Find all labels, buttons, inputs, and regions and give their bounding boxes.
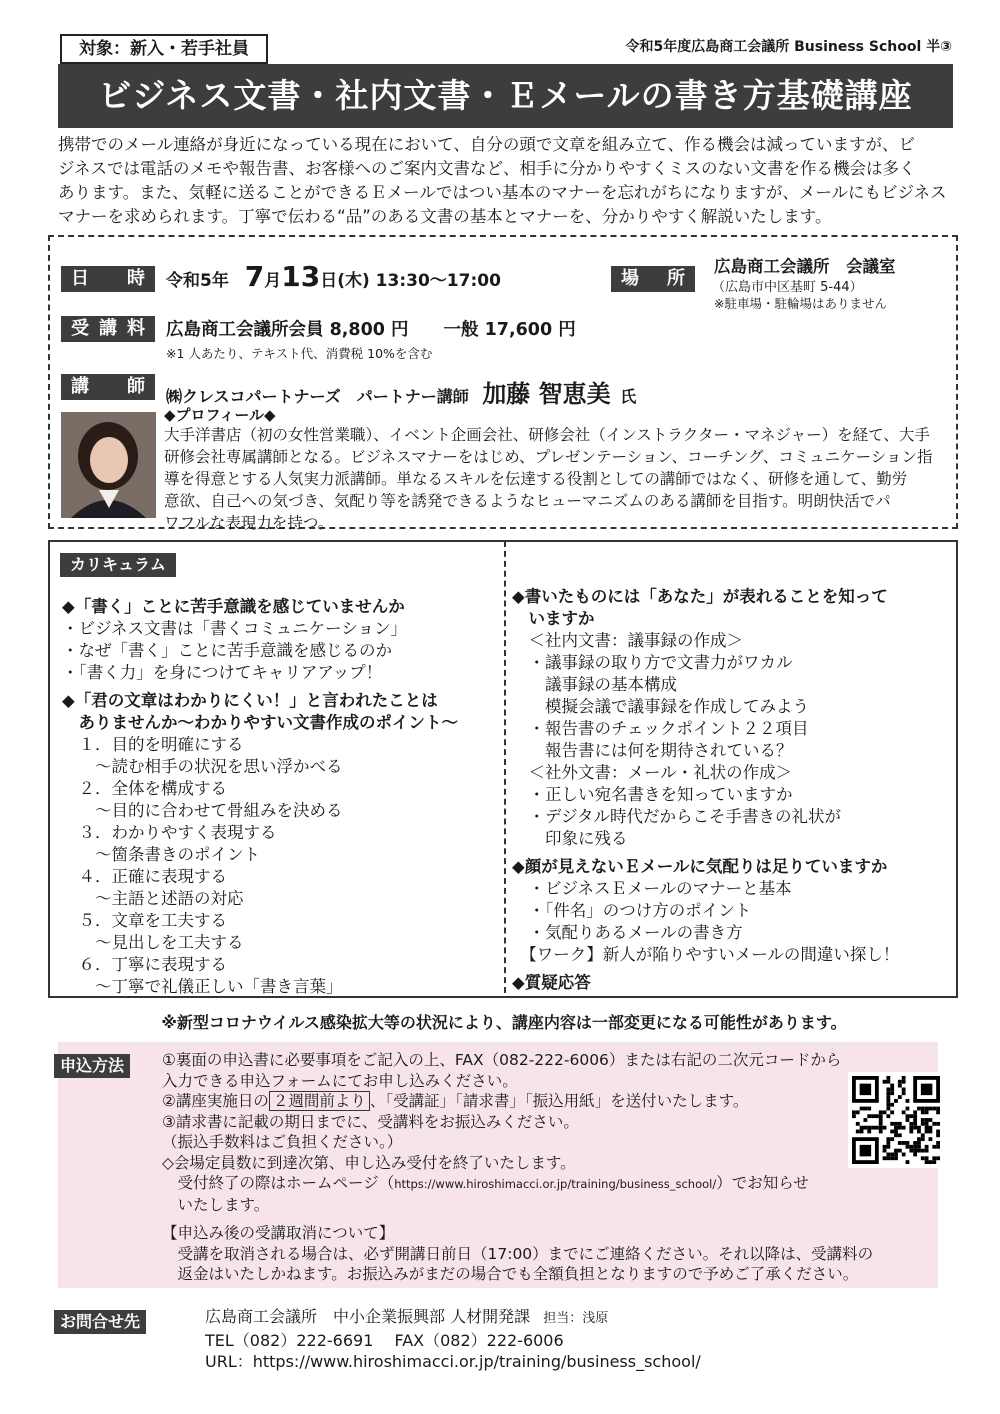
curriculum-item: ４．正確に表現する [62,867,227,886]
fee-label-char: 受 [71,318,89,339]
apply-line [162,1173,862,1195]
profile-text [164,424,944,534]
date-day: 13 [281,260,321,293]
apply-line: いたします。 [162,1195,270,1214]
intro-line: あります。また、気軽に送ることができるＥメールではつい基本のマナーを忘れがちになりますが、メールにもビジネス [58,183,947,202]
lecturer-label [61,374,155,400]
curriculum-item: ～見出しを工夫する [62,933,244,952]
place-address: （広島市中区基町 5-44） [712,280,863,295]
date-label [61,266,155,292]
curriculum-heading: ◆質疑応答 [512,973,591,992]
cancel-heading: 【申込み後の受講取消について】 [162,1224,395,1242]
intro-line: 携帯でのメール連絡が身近になっている現在において、自分の頭で文章を組み立て、作る機会は減っていますが、ビ [58,135,916,154]
curriculum-item: ・報告書のチェックポイント２２項目 [512,719,809,738]
curriculum-item: ・ビジネス文書は「書くコミュニケーション」 [62,619,408,638]
lecturer-photo [61,412,156,518]
portrait-image [61,412,156,518]
cancel-line: 受講を取消される場合は、必ず開講日前日（17:00）までにご連絡ください。それ以降は、受講料の [162,1244,874,1263]
fee-text: 広島商工会議所会員 8,800 円 一般 17,600 円 [166,320,576,340]
curriculum-item: ６．丁寧に表現する [62,955,227,974]
curriculum-item: １．目的を明確にする [62,735,244,754]
target-audience: 対象：新入・若手社員 [60,34,268,64]
lecturer-name: 加藤 智恵美 [482,380,611,408]
curriculum-item: 【ワーク】新人が陥りやすいメールの間違い探し！ [512,945,900,964]
date-month: 7 [244,260,265,293]
apply-line-part: ②講座実施日の [162,1092,269,1110]
curriculum-item: ・ビジネスＥメールのマナーと基本 [512,879,792,898]
curriculum-item: ・気配りあるメールの書き方 [512,923,743,942]
apply-line [162,1091,862,1112]
date-month-unit: 月 [264,271,282,291]
curriculum-heading: ◆「書く」ことに苦手意識を感じていませんか [62,597,405,616]
date-time: 日(木) 13:30～17:00 [320,271,501,291]
contact-person: 担当：浅原 [543,1311,609,1326]
curriculum-item: ～読む相手の状況を思い浮かべる [62,757,343,776]
curriculum-item: ～目的に合わせて骨組みを決める [62,801,343,820]
curriculum-item: ～箇条書きのポイント [62,845,260,864]
contact-label: お問合せ先 [54,1310,146,1334]
curriculum-heading: いますか [512,609,595,628]
place-label-char: 場 [621,268,639,289]
contact-org-line [205,1306,701,1330]
curriculum-item: ＜社内文書：議事録の作成＞ [512,631,743,650]
apply-label: 申込方法 [54,1054,130,1078]
apply-line-part: ）でお知らせ [716,1174,809,1192]
place-note: ※駐車場・駐輪場はありません [714,296,887,311]
apply-line-part: 、「受講証」「請求書」「振込用紙」を送付いたします。 [369,1092,749,1110]
fee-label [61,316,155,342]
curriculum-label: カリキュラム [60,553,176,577]
curriculum-item: 議事録の基本構成 [512,675,677,694]
curriculum-item: ・なぜ「書く」ことに苦手意識を感じるのか [62,641,392,660]
apply-line-part: 受付終了の際はホームページ（ [162,1174,395,1192]
lecturer-label-char: 講 [71,376,89,397]
curriculum-item: ２．全体を構成する [62,779,227,798]
curriculum-left-column [62,596,500,998]
contact-text [205,1306,701,1373]
apply-line: ◇会場定員数に到達次第、申し込み受付を終了いたします。 [162,1153,576,1172]
date-value [166,260,501,293]
curriculum-item: ・「書く力」を身につけてキャリアアップ！ [62,663,383,682]
place-name: 広島商工会議所 会議室 [714,257,896,276]
lecturer-label-char: 師 [127,376,145,397]
contact-tel-fax: TEL（082）222-6691 FAX（082）222-6006 [205,1330,564,1350]
profile-line: ワフルな表現力を持つ。 [164,514,334,532]
profile-line: 意欲、自己への気づき、気配り等を誘発できるようなヒューマニズムのある講師を目指す。明朗快活でパ [164,492,891,510]
contact-url[interactable]: URL：https://www.hiroshimacci.or.jp/training/business_school/ [205,1352,701,1371]
curriculum-heading: ◆書いたものには「あなた」が表れることを知って [512,587,888,606]
curriculum-item: ５．文章を工夫する [62,911,227,930]
qr-code-icon [848,1072,944,1168]
qr-code[interactable] [848,1072,944,1168]
fee-label-char: 料 [127,318,145,339]
apply-line: （振込手数料はご負担ください。） [162,1133,403,1151]
place-label [611,266,695,292]
deadline-box: ２週間前より [269,1091,370,1111]
profile-line: 導を得意とする人気実力派講師。単なるスキルを伝達する役割としての講師ではなく、研修を通して、勤労 [164,470,908,488]
curriculum-item: ・議事録の取り方で文書力がワカル [512,653,793,672]
intro-line: ジネスでは電話のメモや報告書、お客様へのご案内文書など、相手に分かりやすくミスのない文書を作る機会は多く [58,159,916,178]
lecturer-suffix: 氏 [620,387,637,406]
page-title: ビジネス文書・社内文書・Ｅメールの書き方基礎講座 [58,64,953,128]
curriculum-item: ＜社外文書：メール・礼状の作成＞ [512,763,793,782]
intro-text [58,133,958,229]
fee-note: ※1 人あたり、テキスト代、消費税 10%を含む [166,346,433,361]
series-label: 令和5年度広島商工会議所 Business School 半③ [625,39,952,55]
lecturer-company: ㈱クレスコパートナーズ パートナー講師 [166,387,469,406]
curriculum-item: ～丁寧で礼儀正しい「書き言葉」 [62,977,343,996]
date-label-char: 日 [71,268,89,289]
apply-text [162,1050,874,1285]
profile-line: 大手洋書店（初の女性営業職）、イベント企画会社、研修会社（インストラクター・マネジャー）を経て、大手 [164,426,930,444]
place-label-char: 所 [667,268,685,289]
homepage-link[interactable]: https://www.hiroshimacci.or.jp/training/business_school/ [394,1177,717,1191]
profile-heading: ◆プロフィール◆ [164,406,276,424]
apply-line: ①裏面の申込書に必要事項をご記入の上、FAX（082-222-6006）または右記の二次元コードから [162,1051,842,1069]
curriculum-item: 報告書には何を期待されている？ [512,741,793,760]
curriculum-divider [504,541,506,993]
contact-org: 広島商工会議所 中小企業振興部 人材開発課 [205,1307,531,1326]
curriculum-right-column [512,586,950,994]
curriculum-heading: ありませんか～わかりやすい文書作成のポイント～ [62,713,458,732]
curriculum-item: ・「件名」のつけ方のポイント [512,901,752,920]
curriculum-heading: ◆「君の文章はわかりにくい！」と言われたことは [62,691,438,710]
date-label-char: 時 [127,268,145,289]
date-era: 令和5年 [166,271,229,291]
profile-line: 研修会社専属講師となる。ビジネスマナーをはじめ、プレゼンテーション、コーチング、コミュニケーション指 [164,448,933,466]
apply-line: ③請求書に記載の期日までに、受講料をお振込みください。 [162,1112,579,1131]
curriculum-item: ・正しい宛名書きを知っていますか [512,785,793,804]
cancel-line: 返金はいたしかねます。お振込みがまだの場合でも全額負担となりますので予めご了承ください。 [162,1265,859,1283]
fee-label-char: 講 [99,318,117,339]
curriculum-item: ・デジタル時代だからこそ手書きの礼状が [512,807,842,826]
curriculum-item: 印象に残る [512,829,628,848]
curriculum-item: ３．わかりやすく表現する [62,823,277,842]
curriculum-item: 模擬会議で議事録を作成してみよう [512,697,809,716]
curriculum-heading: ◆顔が見えないＥメールに気配りは足りていますか [512,857,888,876]
notice-text: ※新型コロナウイルス感染拡大等の状況により、講座内容は一部変更になる可能性があります。 [161,1013,847,1032]
apply-line: 入力できる申込フォームにてお申し込みください。 [162,1071,518,1090]
curriculum-item: ～主語と述語の対応 [62,889,244,908]
intro-line: マナーを求められます。丁寧で伝わる“品”のある文書の基本とマナーを、分かりやすく解説いたします。 [58,207,832,226]
